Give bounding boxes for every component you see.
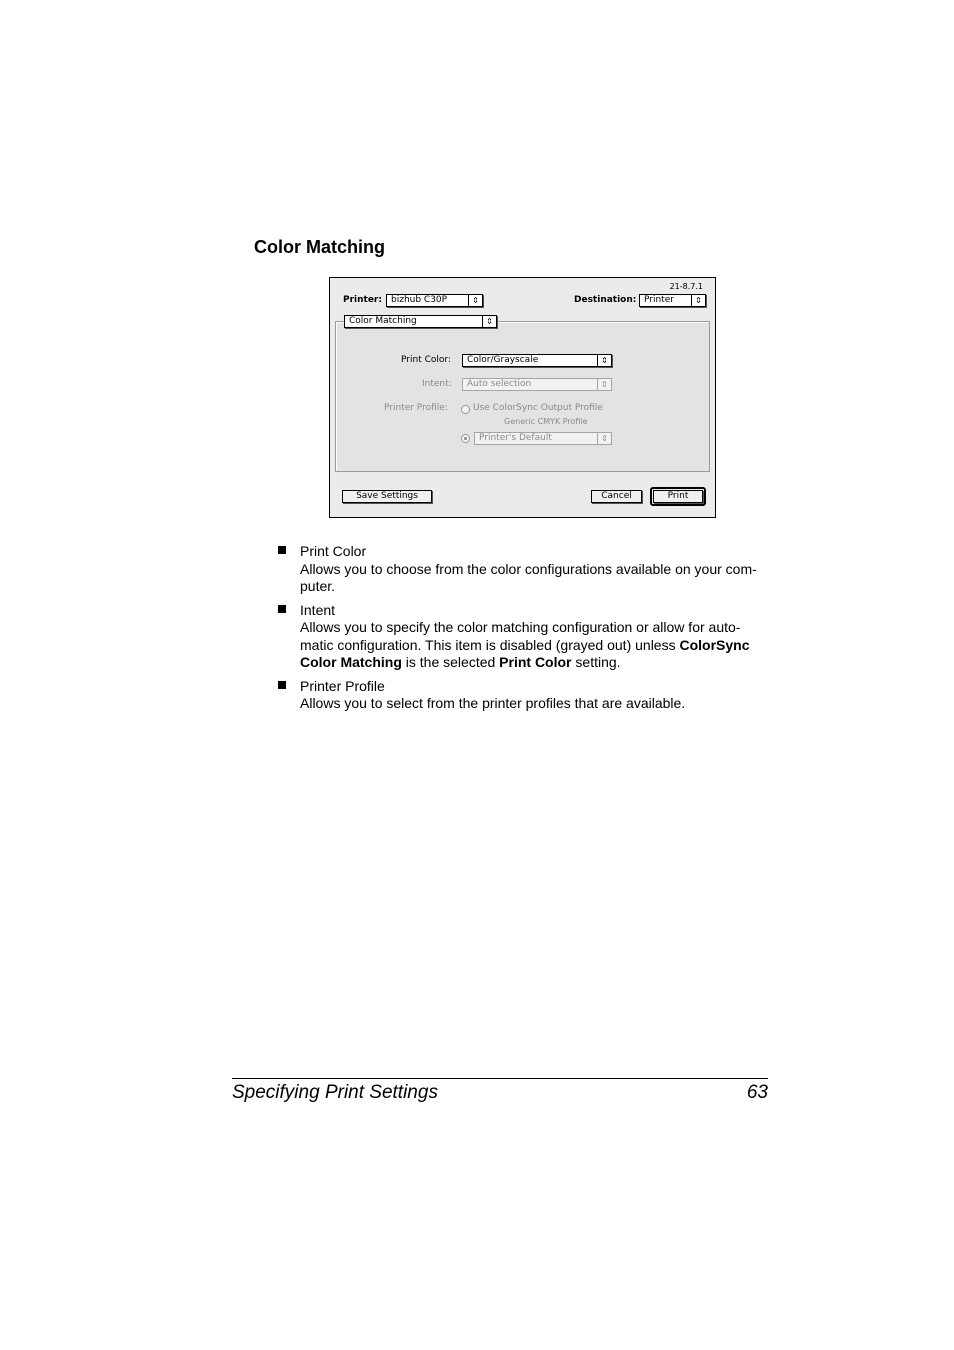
popup-arrows-icon: ⇕ bbox=[597, 379, 611, 390]
bullet-desc: setting. bbox=[571, 654, 621, 670]
bullet-square-icon bbox=[278, 605, 286, 613]
page-number: 63 bbox=[746, 1082, 768, 1103]
bullet-desc: Allows you to select from the printer profiles that are available. bbox=[300, 695, 686, 711]
colorsync-option-label: Use ColorSync Output Profile bbox=[473, 403, 603, 413]
footer-rule bbox=[232, 1078, 768, 1079]
panel-popup[interactable] bbox=[344, 315, 497, 328]
intent-label: Intent: bbox=[422, 379, 452, 389]
footer-title: Specifying Print Settings bbox=[232, 1082, 438, 1103]
bullet-desc: puter. bbox=[300, 578, 336, 594]
print-color-label: Print Color: bbox=[401, 355, 451, 365]
intent-popup[interactable] bbox=[462, 378, 612, 391]
list-item-print-color bbox=[277, 543, 777, 596]
bullet-desc: Allows you to choose from the color configurations available on your com- bbox=[300, 560, 757, 577]
printer-default-radio[interactable] bbox=[461, 434, 470, 443]
bullet-desc-bold: Color Matching bbox=[300, 654, 402, 670]
bullet-title: Print Color bbox=[300, 543, 367, 559]
print-dialog bbox=[329, 277, 716, 518]
color-matching-group bbox=[335, 321, 710, 472]
destination-label: Destination: bbox=[574, 295, 637, 305]
printer-popup[interactable] bbox=[386, 294, 483, 307]
popup-arrows-icon: ⇕ bbox=[597, 433, 611, 444]
printer-label: Printer: bbox=[343, 295, 382, 305]
option-descriptions bbox=[277, 543, 777, 719]
intent-popup-value: Auto selection bbox=[467, 379, 532, 389]
bullet-desc: is the selected bbox=[401, 654, 500, 670]
cancel-button[interactable]: Cancel bbox=[591, 490, 642, 503]
bullet-title: Intent bbox=[300, 601, 336, 618]
printer-default-popup-value: Printer's Default bbox=[479, 433, 552, 443]
popup-arrows-icon: ⇕ bbox=[468, 295, 482, 306]
printer-profile-label: Printer Profile: bbox=[384, 403, 448, 413]
section-title: Color Matching bbox=[254, 237, 385, 257]
bullet-desc: Allows you to specify the color matching configuration or allow for auto- bbox=[300, 619, 741, 635]
bullet-square-icon bbox=[278, 546, 286, 554]
bullet-desc-bold: ColorSync bbox=[679, 636, 750, 653]
printer-popup-value: bizhub C30P bbox=[391, 295, 448, 305]
panel-popup-value: Color Matching bbox=[349, 316, 417, 326]
bullet-square-icon bbox=[278, 681, 286, 689]
save-settings-button[interactable]: Save Settings bbox=[342, 490, 432, 503]
destination-popup-value: Printer bbox=[644, 295, 674, 305]
bullet-desc: matic configuration. This item is disabled (grayed out) unless bbox=[300, 636, 680, 653]
bullet-title: Printer Profile bbox=[300, 677, 385, 694]
popup-arrows-icon: ⇕ bbox=[482, 316, 496, 327]
popup-arrows-icon: ⇕ bbox=[691, 295, 705, 306]
generic-profile-label: Generic CMYK Profile bbox=[504, 417, 588, 426]
bullet-desc-bold: Print Color bbox=[499, 654, 572, 670]
print-color-popup-value: Color/Grayscale bbox=[467, 355, 539, 365]
printer-default-popup[interactable] bbox=[474, 432, 612, 445]
popup-arrows-icon: ⇕ bbox=[597, 355, 611, 366]
version-label: 21-8.7.1 bbox=[669, 282, 703, 291]
list-item-intent bbox=[277, 602, 777, 672]
list-item-printer-profile bbox=[277, 678, 777, 713]
destination-popup[interactable] bbox=[639, 294, 706, 307]
print-color-popup[interactable] bbox=[462, 354, 612, 367]
colorsync-radio[interactable] bbox=[461, 405, 470, 414]
print-button[interactable]: Print bbox=[653, 490, 703, 503]
